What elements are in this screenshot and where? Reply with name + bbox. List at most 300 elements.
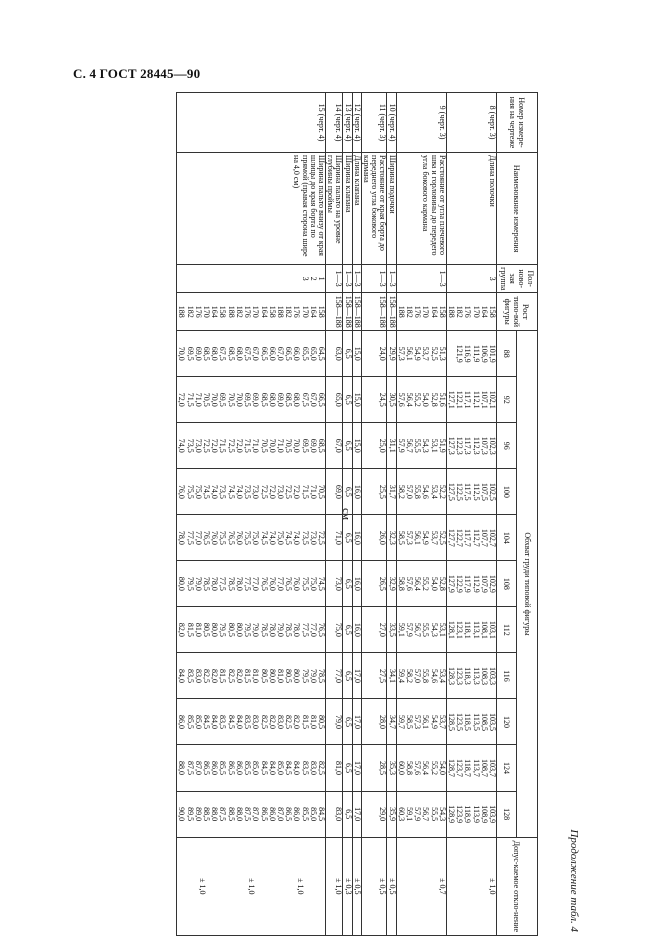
value-cell [325, 331, 342, 377]
value-cell [396, 607, 446, 653]
cell-line: 81,5 [218, 668, 228, 683]
cell-line: 86,0 [267, 807, 277, 822]
cell-line: 69,0 [193, 346, 203, 361]
cell-line: 53,4 [429, 484, 439, 499]
cell-line: 112,3 [471, 436, 481, 455]
cell-line: 82,5 [259, 714, 269, 729]
cell-line: 53,7 [421, 346, 431, 361]
cell-line: 123,1 [455, 620, 465, 639]
age-group-cell [387, 265, 396, 293]
value-cell [396, 699, 446, 745]
cell-line: 75,5 [218, 530, 228, 545]
cell-line: 51,3 [437, 346, 447, 361]
cell-line: 53,7 [429, 530, 439, 545]
cell-line: 170 [300, 305, 310, 318]
cell-line: 65,0 [334, 392, 344, 407]
value-cell [361, 791, 387, 837]
tolerance-cell: ± 1,0 [446, 837, 496, 935]
cell-line: 79,5 [243, 622, 253, 637]
cell-line: 68,0 [234, 346, 244, 361]
cell-line: 108,7 [479, 759, 489, 777]
cell-line: 88,5 [226, 807, 236, 822]
value-cell [446, 791, 496, 837]
cell-line: 164 [210, 305, 220, 318]
cell-line: 65,5 [300, 346, 310, 361]
value-cell [325, 423, 342, 469]
girth-header: 120 [497, 699, 518, 745]
cell-line: 57,3 [404, 530, 414, 545]
value-cell [446, 607, 496, 653]
cell-line: 82,0 [292, 714, 302, 729]
cell-line: 29,0 [378, 807, 388, 822]
value-cell [446, 653, 496, 699]
cell-line: 56,7 [421, 807, 431, 822]
cell-line: 57,3 [396, 346, 406, 361]
cell-line: 73,5 [300, 530, 310, 545]
cell-line: 6,5 [343, 486, 353, 497]
cell-line: 75,0 [334, 622, 344, 637]
cell-line: 15,0 [352, 392, 362, 407]
value-cell [387, 791, 396, 837]
cell-line: 74,5 [226, 484, 236, 499]
cell-line: 102,5 [488, 482, 497, 501]
cell-line: 82,5 [202, 668, 212, 683]
cell-line: 55,2 [429, 761, 439, 775]
value-cell [387, 331, 396, 377]
cell-line: 56,4 [404, 392, 414, 407]
cell-line: 123,3 [455, 666, 465, 685]
cell-line: 79,5 [185, 576, 195, 591]
cell-line: 170 [251, 305, 261, 318]
measure-name: Расстояние от угла плечевого шва и горловины до передего угла бокового кармана [396, 153, 446, 265]
cell-line: 70,0 [234, 392, 244, 407]
cell-line: 188 [396, 305, 406, 318]
measure-name: Длина клапана [352, 153, 361, 265]
cell-line: 158—188 [387, 295, 397, 328]
value-cell [396, 515, 446, 561]
cell-line: 53,1 [429, 438, 439, 453]
cell-line: 73,5 [185, 438, 195, 453]
cell-line: ± 1,0 [246, 878, 256, 895]
cell-line: 35,9 [387, 807, 397, 822]
cell-line: 74,0 [267, 530, 277, 545]
cell-line: 81,5 [185, 622, 195, 637]
cell-line: 182 [234, 305, 244, 318]
cell-line: 74,0 [177, 438, 187, 453]
girth-header: 92 [497, 377, 518, 423]
value-cell [352, 653, 361, 699]
cell-line: 58,8 [396, 576, 406, 591]
header-name: Наименование измерения [497, 153, 538, 265]
cell-line: 1—3 [387, 270, 397, 287]
cell-line: 79,0 [193, 576, 203, 591]
value-cell [361, 515, 387, 561]
cell-line: 6,5 [343, 394, 353, 405]
cell-line: 84,5 [316, 807, 326, 822]
cell-line: 52,8 [437, 576, 447, 591]
table-row [352, 93, 361, 936]
cell-line: 79,0 [334, 714, 344, 729]
cell-line: 102,9 [488, 574, 497, 593]
cell-line: 55,2 [413, 392, 423, 407]
value-cell [396, 423, 446, 469]
cell-line: 68,5 [259, 392, 269, 407]
cell-line: 158 [218, 305, 228, 318]
cell-line: 88,5 [202, 807, 212, 822]
cell-line: 54,9 [413, 346, 423, 361]
cell-line: 76,5 [316, 622, 326, 637]
cell-line: 72,5 [226, 438, 236, 453]
cell-line: 123,5 [455, 712, 465, 731]
cell-line: 112,7 [471, 528, 481, 547]
value-cell [352, 791, 361, 837]
cell-line: 15,0 [352, 438, 362, 453]
cell-line: 121,9 [455, 344, 465, 363]
cell-line: 67,5 [218, 346, 228, 361]
cell-line: 86,0 [292, 807, 302, 822]
cell-line: 72,0 [292, 484, 302, 499]
cell-line: 69,0 [275, 392, 285, 407]
value-cell [396, 653, 446, 699]
cell-line: 83,0 [334, 807, 344, 822]
value-cell [446, 423, 496, 469]
value-cell [387, 423, 396, 469]
cell-line: 75,5 [300, 576, 310, 591]
cell-line: 67,0 [334, 438, 344, 453]
cell-line: 32,3 [387, 530, 397, 545]
cell-line: 67,0 [308, 392, 318, 407]
cell-line: 25,0 [378, 438, 388, 453]
cell-line: 88,0 [234, 807, 244, 822]
cell-line: ± 1,0 [295, 878, 305, 895]
cell-line: 71,5 [243, 438, 253, 453]
cell-line: 69,0 [251, 392, 261, 407]
cell-line: 66,5 [284, 346, 294, 361]
cell-line: 182 [185, 305, 195, 318]
value-cell [177, 791, 326, 837]
value-cell [361, 331, 387, 377]
cell-line: 58,8 [404, 761, 414, 775]
cell-line: ± 1,0 [197, 878, 207, 895]
cell-line: 6,5 [343, 670, 353, 681]
cell-line: 54,0 [437, 761, 447, 775]
cell-line: 83,5 [243, 714, 253, 729]
value-cell [446, 469, 496, 515]
cell-line: 77,5 [218, 576, 228, 591]
cell-line: 72,5 [202, 438, 212, 453]
value-cell [361, 607, 387, 653]
cell-line: 56,4 [421, 761, 431, 775]
cell-line: 103,1 [488, 620, 497, 639]
cell-line: 27,5 [378, 668, 388, 683]
cell-line: 1—3 [352, 270, 362, 287]
value-cell [446, 331, 496, 377]
value-cell [387, 607, 396, 653]
cell-line: 85,0 [193, 714, 203, 729]
cell-line: 56,7 [404, 438, 414, 453]
value-cell [325, 377, 342, 423]
cell-line: 74,5 [284, 530, 294, 545]
cell-line: 127,7 [446, 528, 456, 547]
cell-line: 164 [479, 305, 489, 318]
cell-line: 70,5 [259, 438, 269, 453]
units-label: см [340, 508, 352, 520]
cell-line: 67,5 [243, 346, 253, 361]
value-cell [343, 791, 352, 837]
cell-line: 75,0 [275, 530, 285, 545]
cell-line: 123,7 [455, 759, 465, 777]
cell-line: 112,9 [471, 575, 481, 593]
measure-name: Длина полочки [446, 153, 496, 265]
cell-line: 82,5 [316, 761, 326, 775]
cell-line: 107,9 [479, 574, 489, 593]
cell-line: 54,3 [437, 807, 447, 822]
cell-line: 86,5 [284, 807, 294, 822]
header-measure-no: Номер измере-ния на чертеже [497, 93, 538, 153]
cell-line: 79,5 [218, 622, 228, 637]
cell-line: 33,5 [387, 622, 397, 637]
value-cell [352, 377, 361, 423]
cell-line: 68,5 [316, 438, 326, 453]
cell-line: 57,9 [396, 438, 406, 453]
cell-line: 83,5 [185, 668, 195, 683]
measure-name: Расстояние от края борта до переднего угла бокового кармана [361, 153, 387, 265]
cell-line: 80,0 [267, 668, 277, 683]
cell-line: 54,0 [421, 392, 431, 407]
cell-line: 60,3 [396, 807, 406, 822]
height-cell [177, 293, 326, 331]
cell-line: 65,0 [308, 346, 318, 361]
cell-line: 117,3 [463, 436, 473, 455]
value-cell [396, 377, 446, 423]
cell-line: 83,0 [275, 714, 285, 729]
value-cell [325, 561, 342, 607]
value-cell [387, 561, 396, 607]
cell-line: 118,5 [463, 713, 473, 731]
cell-line: 54,0 [429, 576, 439, 591]
cell-line: 158—188 [378, 295, 388, 328]
cell-line: 51,9 [437, 438, 447, 453]
cell-line: 158 [267, 305, 277, 318]
cell-line: 89,0 [193, 807, 203, 822]
value-cell [325, 791, 342, 837]
cell-line: 56,4 [413, 576, 423, 591]
value-cell [387, 745, 396, 791]
height-cell [352, 293, 361, 331]
table-row [343, 93, 352, 936]
measure-number: 10 (черт. 4) [387, 93, 396, 153]
cell-line: 85,5 [185, 714, 195, 729]
cell-line: 127,1 [446, 390, 456, 409]
cell-line: 81,0 [334, 761, 344, 775]
cell-line: 80,0 [177, 576, 187, 591]
cell-line: 71,0 [193, 392, 203, 407]
measure-number: 8 (черт. 3) [446, 93, 496, 153]
cell-line: 158 [437, 305, 447, 318]
cell-line: 112,5 [471, 482, 481, 501]
cell-line: 56,1 [404, 346, 414, 361]
cell-line: 70,5 [226, 392, 236, 407]
cell-line: 77,0 [334, 668, 344, 683]
cell-line: 84,0 [210, 714, 220, 729]
cell-line: 56,1 [421, 714, 431, 729]
cell-line: 86,5 [202, 761, 212, 775]
value-cell [177, 331, 326, 377]
cell-line: 176 [413, 305, 423, 318]
cell-line: 58,2 [396, 484, 406, 499]
cell-line: 83,5 [300, 761, 310, 775]
cell-line: 57,6 [413, 761, 423, 775]
cell-line: 81,0 [275, 668, 285, 683]
value-cell [343, 607, 352, 653]
cell-line: 108,1 [479, 620, 489, 639]
value-cell [177, 561, 326, 607]
cell-line: 72,5 [316, 530, 326, 545]
cell-line: 103,7 [488, 759, 497, 777]
value-cell [361, 699, 387, 745]
cell-line: 112,1 [471, 390, 481, 409]
table-row [177, 93, 326, 936]
cell-line: 85,5 [243, 761, 253, 775]
cell-line: 57,6 [396, 392, 406, 407]
value-cell [343, 653, 352, 699]
cell-line: 1—3 [437, 270, 447, 287]
cell-line: 70,0 [177, 346, 187, 361]
cell-line: 83,0 [308, 761, 318, 775]
value-cell [343, 561, 352, 607]
cell-line: 27,0 [378, 622, 388, 637]
cell-line: 113,3 [471, 667, 481, 685]
cell-line: 17,0 [352, 668, 362, 683]
cell-line: 128,5 [446, 712, 456, 731]
cell-line: 87,5 [243, 807, 253, 822]
cell-line: 55,5 [413, 438, 423, 453]
cell-line: 117,9 [463, 575, 473, 593]
cell-line: 54,6 [429, 668, 439, 683]
cell-line: 54,6 [421, 484, 431, 499]
cell-line: 58,5 [404, 714, 414, 729]
cell-line: 182 [455, 305, 465, 318]
cell-line: 107,5 [479, 482, 489, 501]
cell-line: 85,0 [251, 761, 261, 775]
cell-line: 74,0 [210, 484, 220, 499]
cell-line: 103,9 [488, 805, 497, 824]
tolerance-cell: ± 0,5 [361, 837, 387, 935]
cell-line: 54,9 [421, 530, 431, 545]
cell-line: 55,8 [413, 484, 423, 499]
cell-line: 117,1 [463, 390, 473, 409]
cell-line: 113,7 [471, 759, 481, 777]
cell-line: 158—188 [343, 295, 353, 328]
cell-line: 116,9 [463, 344, 473, 363]
cell-line: 77,5 [185, 530, 195, 545]
tolerance-cell [177, 837, 326, 935]
cell-line: 164 [429, 305, 439, 318]
value-cell [343, 469, 352, 515]
cell-line: 74,0 [234, 484, 244, 499]
cell-line: 66,0 [292, 346, 302, 361]
cell-line: 15,0 [352, 346, 362, 361]
value-cell [177, 377, 326, 423]
cell-line: 107,7 [479, 528, 489, 547]
age-group-cell [177, 265, 326, 293]
cell-line: 85,0 [275, 761, 285, 775]
cell-line: 76,5 [202, 530, 212, 545]
cell-line: 86,0 [210, 761, 220, 775]
value-cell [343, 331, 352, 377]
cell-line: 6,5 [343, 440, 353, 451]
cell-line: 59,1 [396, 622, 406, 637]
cell-line: 87,5 [218, 807, 228, 822]
cell-line: 84,0 [177, 668, 187, 683]
cell-line: 102,3 [488, 436, 497, 455]
cell-line: 78,0 [210, 576, 220, 591]
value-cell [387, 469, 396, 515]
cell-line: 35,3 [387, 761, 397, 775]
value-cell [387, 653, 396, 699]
cell-line: 58,2 [404, 668, 414, 683]
cell-line: 31,7 [387, 484, 397, 499]
header-height: Рост типо-вой фигуры [497, 293, 538, 331]
cell-line: 122,5 [455, 482, 465, 501]
cell-line: 79,0 [308, 668, 318, 683]
cell-line: 69,5 [243, 392, 253, 407]
cell-line: 170 [202, 305, 212, 318]
height-cell [343, 293, 352, 331]
cell-line: 73,0 [193, 438, 203, 453]
cell-line: 78,5 [226, 576, 236, 591]
cell-line: 176 [292, 305, 302, 318]
cell-line: 17,0 [352, 807, 362, 822]
value-cell [343, 699, 352, 745]
cell-line: 69,0 [308, 438, 318, 453]
cell-line: 84,0 [267, 761, 277, 775]
value-cell [177, 515, 326, 561]
table-body [177, 93, 497, 936]
measure-name: Ширина пальто внизу от края шлицы до края борта по прямой (правая сторона шире на 4,0 см) [177, 153, 326, 265]
cell-line: 71,5 [185, 392, 195, 407]
cell-line: 52,5 [429, 346, 439, 361]
cell-line: 73,0 [334, 576, 344, 591]
cell-line: 78,5 [202, 576, 212, 591]
rotated-page-content [80, 92, 580, 936]
cell-line: 101,9 [488, 344, 497, 363]
measure-name: Ширина подочки [387, 153, 396, 265]
cell-line: 77,0 [193, 530, 203, 545]
cell-line: 26,0 [378, 530, 388, 545]
cell-line: 81,0 [193, 622, 203, 637]
cell-line: 72,0 [267, 484, 277, 499]
cell-line: 70,0 [210, 392, 220, 407]
cell-line: 16,0 [352, 530, 362, 545]
value-cell [177, 423, 326, 469]
value-cell [352, 515, 361, 561]
cell-line: 188 [226, 305, 236, 318]
cell-line: 24,0 [378, 346, 388, 361]
cell-line: 55,8 [421, 668, 431, 683]
value-cell [446, 377, 496, 423]
cell-line: 6,5 [343, 624, 353, 635]
cell-line: 3 [300, 276, 310, 281]
cell-line: 80,0 [292, 668, 302, 683]
girth-header: 104 [497, 515, 518, 561]
cell-line: 85,0 [308, 807, 318, 822]
cell-line: 127,5 [446, 482, 456, 501]
value-cell [325, 469, 342, 515]
value-cell [387, 699, 396, 745]
value-cell [352, 469, 361, 515]
cell-line: 102,7 [488, 528, 497, 547]
